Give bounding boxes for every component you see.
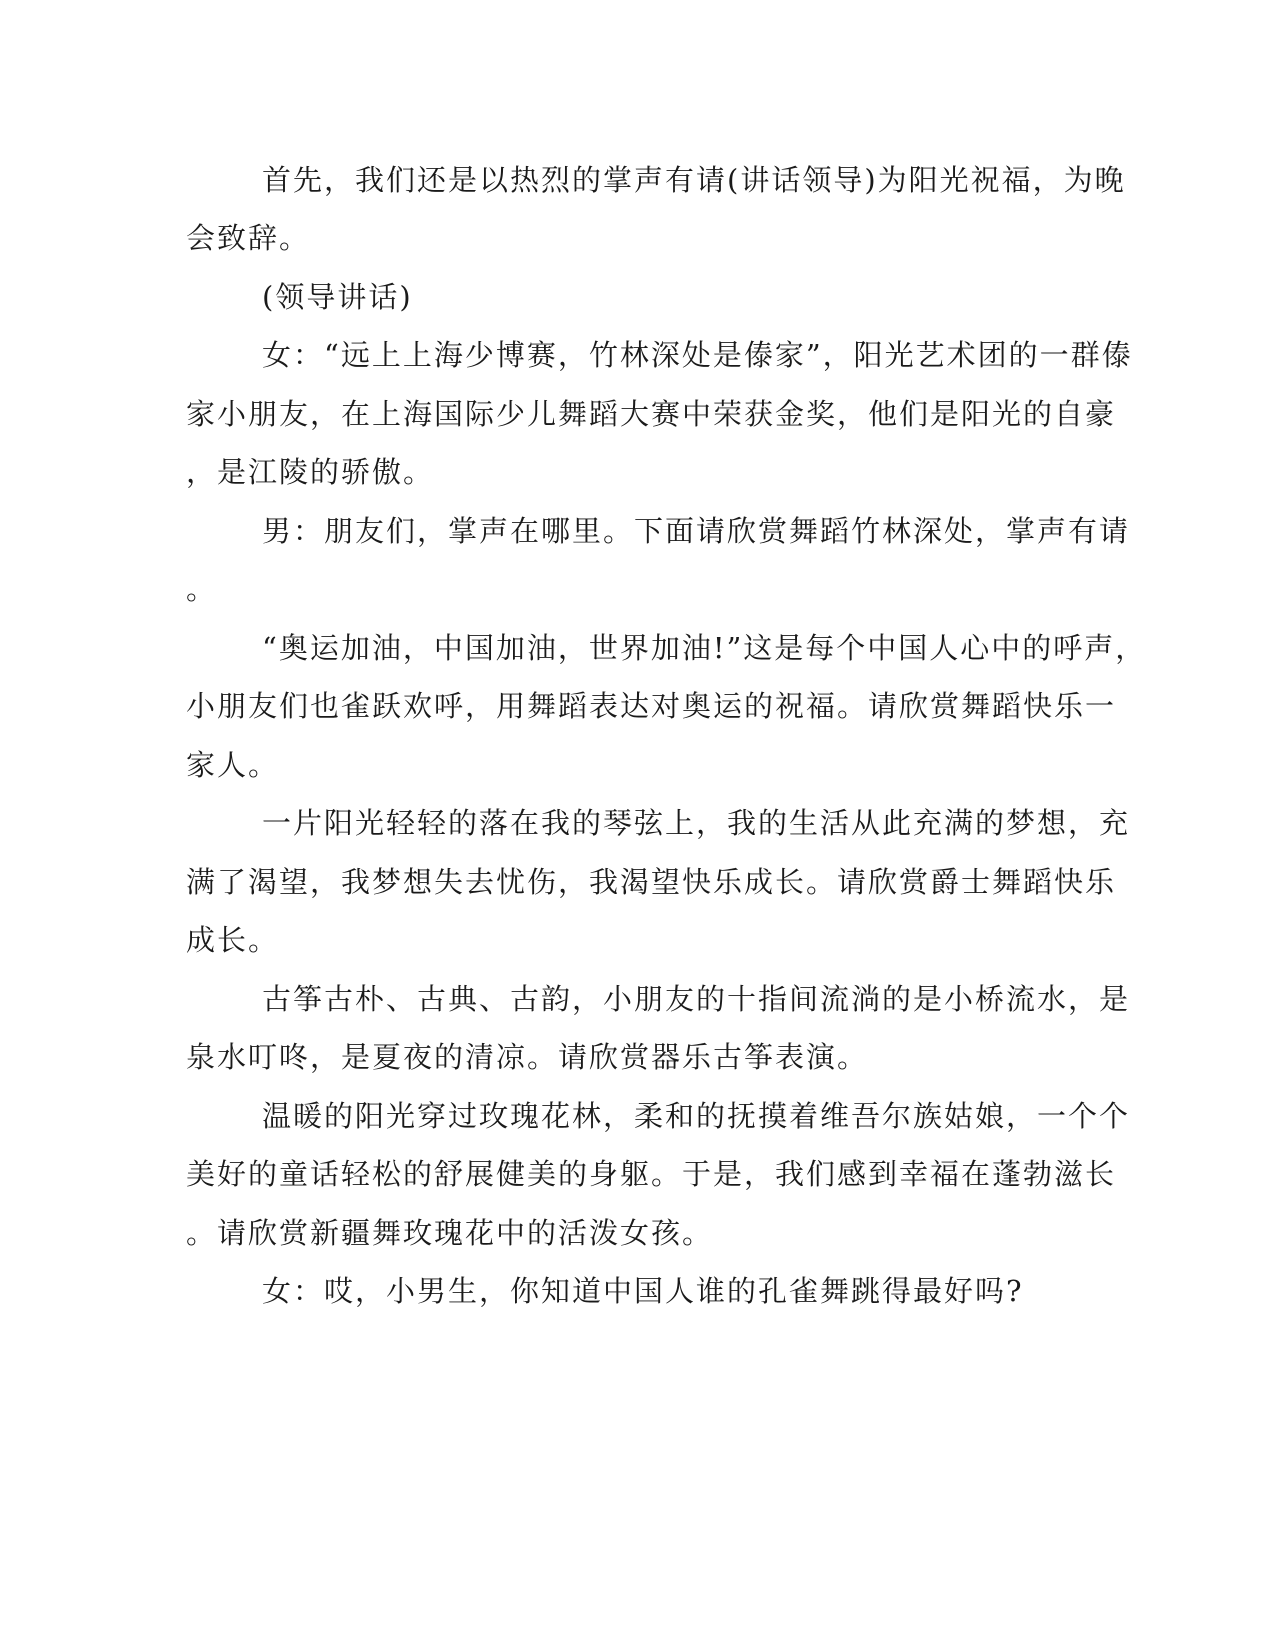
paragraph-line: 家人。 [186, 748, 280, 782]
paragraph-line: 男：朋友们，掌声在哪里。下面请欣赏舞蹈竹林深处，掌声有请 [262, 514, 1131, 548]
paragraph-line: (领导讲话) [262, 280, 413, 314]
paragraph-line: 古筝古朴、古典、古韵，小朋友的十指间流淌的是小桥流水，是 [262, 982, 1131, 1016]
paragraph-line: 。 [186, 572, 218, 606]
paragraph-line: 小朋友们也雀跃欢呼，用舞蹈表达对奥运的祝福。请欣赏舞蹈快乐一 [186, 689, 1117, 723]
paragraph-line: “奥运加油，中国加油，世界加油!”这是每个中国人心中的呼声， [262, 631, 1147, 665]
paragraph-line: 女：“远上上海少博赛，竹林深处是傣家”，阳光艺术团的一群傣 [262, 338, 1133, 372]
paragraph-line: 会致辞。 [186, 221, 311, 255]
paragraph-line: 。请欣赏新疆舞玫瑰花中的活泼女孩。 [186, 1216, 714, 1250]
paragraph-line: 女：哎，小男生，你知道中国人谁的孔雀舞跳得最好吗? [262, 1274, 1024, 1308]
paragraph-line: 满了渴望，我梦想失去忧伤，我渴望快乐成长。请欣赏爵士舞蹈快乐 [186, 865, 1117, 899]
paragraph-line: 美好的童话轻松的舒展健美的身躯。于是，我们感到幸福在蓬勃滋长 [186, 1157, 1117, 1191]
paragraph-line: 成长。 [186, 923, 280, 957]
paragraph-line: 首先，我们还是以热烈的掌声有请(讲话领导)为阳光祝福，为晚 [262, 163, 1126, 197]
paragraph-line: 泉水叮咚，是夏夜的清凉。请欣赏器乐古筝表演。 [186, 1040, 869, 1074]
paragraph-line: 家小朋友，在上海国际少儿舞蹈大赛中荣获金奖，他们是阳光的自豪 [186, 397, 1117, 431]
paragraph-line: ，是江陵的骄傲。 [186, 455, 435, 489]
paragraph-line: 温暖的阳光穿过玫瑰花林，柔和的抚摸着维吾尔族姑娘，一个个 [262, 1099, 1131, 1133]
paragraph-line: 一片阳光轻轻的落在我的琴弦上，我的生活从此充满的梦想，充 [262, 806, 1131, 840]
